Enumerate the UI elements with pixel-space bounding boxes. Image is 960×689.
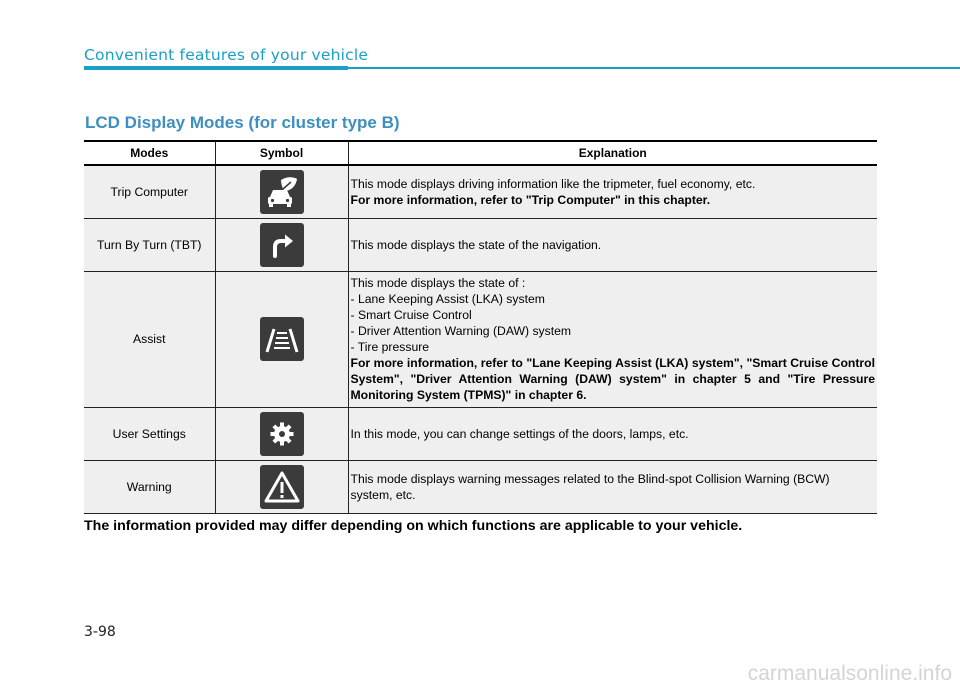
header-modes: Modes	[84, 141, 215, 165]
table-row-warning	[84, 460, 877, 513]
explanation-reference: For more information, refer to "Trip Computer" in this chapter.	[350, 192, 711, 207]
turn-right-arrow-icon	[260, 223, 304, 267]
gear-icon	[260, 412, 304, 456]
watermark: carmanualsonline.info	[747, 662, 952, 685]
header-rule	[348, 67, 960, 69]
header-explanation: Explanation	[348, 141, 877, 165]
mode-name: Trip Computer	[84, 165, 215, 218]
table-row-trip-computer	[84, 165, 877, 218]
page-number: 3-98	[84, 624, 116, 640]
mode-name: Turn By Turn (TBT)	[84, 218, 215, 271]
table-header-row	[84, 141, 877, 165]
explanation-line: This mode displays driving information like the tripmeter, fuel economy, etc.	[350, 176, 756, 191]
lane-assist-icon	[260, 317, 304, 361]
explanation-line: This mode displays the state of :	[350, 276, 526, 290]
explanation-line: - Tire pressure	[350, 340, 430, 354]
table-row-assist	[84, 271, 877, 407]
table-row-tbt	[84, 218, 877, 271]
explanation-line: This mode displays warning messages related to the Blind-spot Collision Warning (BCW) system, etc.	[348, 460, 877, 513]
section-title: LCD Display Modes (for cluster type B)	[85, 113, 400, 132]
footnote: The information provided may differ depending on which functions are applicable to your vehicle.	[84, 518, 743, 534]
chapter-header: Convenient features of your vehicle	[84, 46, 369, 64]
explanation-line: - Smart Cruise Control	[350, 308, 472, 322]
table-row-user-settings	[84, 407, 877, 460]
explanation-line: This mode displays the state of the navigation.	[348, 218, 877, 271]
car-leaf-icon	[260, 170, 304, 214]
lcd-modes-table	[84, 140, 877, 514]
mode-name: Assist	[84, 271, 215, 407]
warning-triangle-icon	[260, 465, 304, 509]
explanation-line: - Lane Keeping Assist (LKA) system	[350, 292, 545, 306]
header-rule-accent	[84, 66, 348, 70]
explanation-line: In this mode, you can change settings of the doors, lamps, etc.	[348, 407, 877, 460]
mode-name: Warning	[84, 460, 215, 513]
explanation-line: - Driver Attention Warning (DAW) system	[350, 324, 572, 338]
explanation-reference: For more information, refer to "Lane Keeping Assist (LKA) system", "Smart Cruise Control System", "Driver Attention Warning (DAW) system" in chapter 5 and "Tire Pressure Monitoring System (TPMS)" in chapter 6.	[350, 356, 875, 402]
header-symbol: Symbol	[215, 141, 348, 165]
mode-name: User Settings	[84, 407, 215, 460]
